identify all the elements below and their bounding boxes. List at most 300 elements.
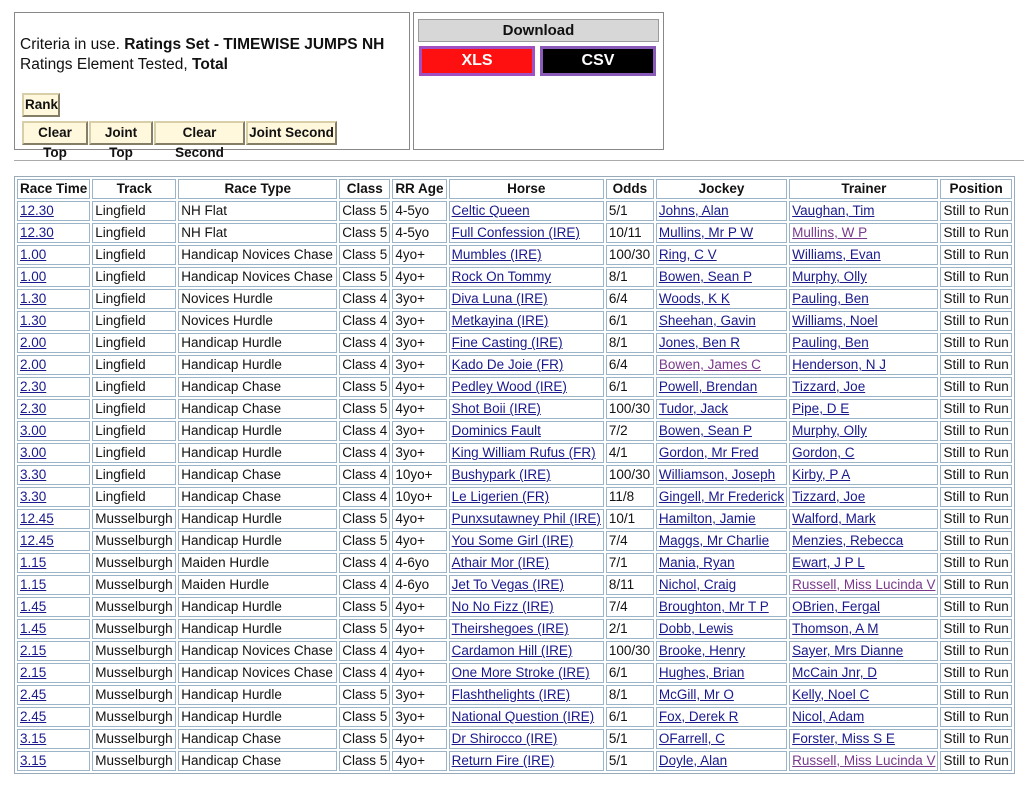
table-row [17,333,1012,353]
race-time-cell [17,509,90,529]
horse-link[interactable]: Mumbles (IRE) [451,247,542,262]
rr-age-cell: 4yo+ [392,245,446,265]
table-row [17,751,1012,771]
odds-cell: 6/1 [606,707,654,727]
race-type-cell: NH Flat [178,201,337,221]
class-cell: Class 4 [339,311,390,331]
track-cell: Musselburgh [92,707,176,727]
table-row [17,597,1012,617]
criteria-label: Criteria in use. [20,36,120,53]
jockey-cell [656,685,787,705]
clear-top-button[interactable]: Clear Top [22,121,88,145]
position-cell: Still to Run [940,267,1011,287]
trainer-link[interactable]: Mullins, W P [792,225,868,240]
trainer-cell [789,707,938,727]
race-time-cell [17,751,90,771]
race-time-link[interactable]: 2.30 [20,379,47,394]
trainer-link[interactable]: Russell, Miss Lucinda V [792,577,936,592]
horse-link[interactable]: Diva Luna (IRE) [451,291,548,306]
rr-age-cell: 4-6yo [392,575,446,595]
track-cell: Lingfield [92,355,176,375]
header-jockey: Jockey [656,179,787,199]
horse-link[interactable]: Bushypark (IRE) [451,467,551,482]
class-cell: Class 5 [339,223,390,243]
jockey-link[interactable]: Hughes, Brian [658,665,745,680]
trainer-link[interactable]: Menzies, Rebecca [792,533,904,548]
race-time-cell [17,245,90,265]
position-cell: Still to Run [940,289,1011,309]
position-cell: Still to Run [940,685,1011,705]
jockey-cell [656,663,787,683]
jockey-link[interactable]: Mullins, Mr P W [658,225,754,240]
download-xls-button[interactable]: XLS [419,46,535,76]
horse-cell [449,751,604,771]
jockey-link[interactable]: Hamilton, Jamie [658,511,756,526]
horse-link[interactable]: Jet To Vegas (IRE) [451,577,564,592]
jockey-link[interactable]: Gordon, Mr Fred [658,445,759,460]
jockey-link[interactable]: McGill, Mr O [658,687,734,702]
table-row [17,685,1012,705]
header-position: Position [940,179,1011,199]
horse-link[interactable]: Dr Shirocco (IRE) [451,731,558,746]
horse-cell [449,377,604,397]
race-time-cell [17,311,90,331]
download-title: Download [418,19,659,42]
table-row [17,465,1012,485]
jockey-cell [656,377,787,397]
jockey-link[interactable]: Doyle, Alan [658,753,728,768]
odds-cell: 100/30 [606,465,654,485]
trainer-link[interactable]: Pipe, D E [792,401,850,416]
ratings-element-value: Total [192,56,228,73]
table-header-row [17,179,1012,199]
odds-cell: 100/30 [606,641,654,661]
track-cell: Musselburgh [92,619,176,639]
track-cell: Lingfield [92,311,176,331]
trainer-link[interactable]: Walford, Mark [792,511,876,526]
race-type-cell: Handicap Chase [178,377,337,397]
race-time-cell [17,663,90,683]
table-row [17,531,1012,551]
position-cell: Still to Run [940,311,1011,331]
race-time-cell [17,201,90,221]
section-divider [14,160,1024,161]
track-cell: Musselburgh [92,751,176,771]
position-cell: Still to Run [940,377,1011,397]
race-time-cell [17,289,90,309]
position-cell: Still to Run [940,509,1011,529]
horse-cell [449,707,604,727]
horse-link[interactable]: Full Confession (IRE) [451,225,580,240]
horse-link[interactable]: Cardamon Hill (IRE) [451,643,573,658]
trainer-cell [789,641,938,661]
horse-link[interactable]: Le Ligerien (FR) [451,489,550,504]
rr-age-cell: 4yo+ [392,597,446,617]
jockey-cell [656,355,787,375]
horse-cell [449,311,604,331]
trainer-cell [789,685,938,705]
jockey-link[interactable]: Woods, K K [658,291,730,306]
horse-link[interactable]: Theirshegoes (IRE) [451,621,569,636]
results-table [14,176,1015,774]
horse-link[interactable]: National Question (IRE) [451,709,595,724]
track-cell: Musselburgh [92,597,176,617]
rr-age-cell: 3yo+ [392,333,446,353]
rr-age-cell: 4yo+ [392,399,446,419]
table-row [17,201,1012,221]
race-time-link[interactable]: 1.15 [20,577,47,592]
class-cell: Class 5 [339,399,390,419]
odds-cell: 8/1 [606,685,654,705]
horse-link[interactable]: You Some Girl (IRE) [451,533,574,548]
horse-cell [449,399,604,419]
jockey-link[interactable]: Fox, Derek R [658,709,739,724]
jockey-link[interactable]: Powell, Brendan [658,379,758,394]
track-cell: Lingfield [92,399,176,419]
race-type-cell: Maiden Hurdle [178,553,337,573]
class-cell: Class 5 [339,201,390,221]
horse-link[interactable]: Return Fire (IRE) [451,753,555,768]
trainer-link[interactable]: Pauling, Ben [792,291,869,306]
horse-link[interactable]: Kado De Joie (FR) [451,357,564,372]
table-row [17,421,1012,441]
jockey-link[interactable]: Mania, Ryan [658,555,735,570]
trainer-link[interactable]: OBrien, Fergal [792,599,880,614]
track-cell: Lingfield [92,487,176,507]
table-row [17,267,1012,287]
race-time-link[interactable]: 2.15 [20,643,47,658]
rr-age-cell: 4yo+ [392,729,446,749]
position-cell: Still to Run [940,355,1011,375]
horse-link[interactable]: Athair Mor (IRE) [451,555,550,570]
trainer-cell [789,597,938,617]
table-row [17,355,1012,375]
results-body [17,201,1012,771]
race-time-cell [17,377,90,397]
horse-link[interactable]: Flashthelights (IRE) [451,687,571,702]
position-cell: Still to Run [940,751,1011,771]
rr-age-cell: 10yo+ [392,465,446,485]
horse-cell [449,333,604,353]
header-class: Class [339,179,390,199]
jockey-link[interactable]: Broughton, Mr T P [658,599,769,614]
odds-cell: 7/4 [606,597,654,617]
trainer-link[interactable]: Tizzard, Joe [792,379,866,394]
race-time-link[interactable]: 2.15 [20,665,47,680]
race-time-link[interactable]: 2.00 [20,357,47,372]
table-row [17,663,1012,683]
table-row [17,553,1012,573]
rr-age-cell: 4yo+ [392,751,446,771]
jockey-link[interactable]: Bowen, Sean P [658,269,752,284]
horse-link[interactable]: No No Fizz (IRE) [451,599,554,614]
horse-cell [449,289,604,309]
class-cell: Class 5 [339,267,390,287]
trainer-link[interactable]: Williams, Noel [792,313,878,328]
trainer-cell [789,531,938,551]
header-track: Track [92,179,176,199]
race-time-cell [17,443,90,463]
trainer-cell [789,421,938,441]
class-cell: Class 4 [339,355,390,375]
trainer-link[interactable]: Murphy, Olly [792,269,867,284]
class-cell: Class 4 [339,465,390,485]
race-type-cell: Handicap Novices Chase [178,663,337,683]
trainer-cell [789,465,938,485]
class-cell: Class 4 [339,641,390,661]
race-time-link[interactable]: 1.45 [20,621,47,636]
rr-age-cell: 4yo+ [392,531,446,551]
trainer-link[interactable]: McCain Jnr, D [792,665,877,680]
odds-cell: 11/8 [606,487,654,507]
jockey-link[interactable]: Tudor, Jack [658,401,729,416]
track-cell: Lingfield [92,421,176,441]
position-cell: Still to Run [940,707,1011,727]
trainer-link[interactable]: Gordon, C [792,445,855,460]
jockey-cell [656,509,787,529]
trainer-cell [789,377,938,397]
odds-cell: 8/11 [606,575,654,595]
position-cell: Still to Run [940,487,1011,507]
table-row [17,377,1012,397]
jockey-cell [656,245,787,265]
trainer-link[interactable]: Murphy, Olly [792,423,867,438]
race-time-cell [17,729,90,749]
race-time-link[interactable]: 12.45 [20,533,54,548]
trainer-link[interactable]: Sayer, Mrs Dianne [792,643,904,658]
ratings-set-value: Ratings Set - TIMEWISE JUMPS NH [124,36,385,53]
class-cell: Class 4 [339,443,390,463]
race-time-link[interactable]: 2.30 [20,401,47,416]
race-type-cell: Handicap Hurdle [178,509,337,529]
trainer-link[interactable]: Forster, Miss S E [792,731,895,746]
horse-link[interactable]: Rock On Tommy [451,269,552,284]
jockey-link[interactable]: Maggs, Mr Charlie [658,533,770,548]
race-time-link[interactable]: 3.15 [20,731,47,746]
trainer-link[interactable]: Tizzard, Joe [792,489,866,504]
table-row [17,223,1012,243]
track-cell: Musselburgh [92,685,176,705]
horse-cell [449,619,604,639]
race-time-cell [17,685,90,705]
horse-link[interactable]: Dominics Fault [451,423,541,438]
track-cell: Lingfield [92,443,176,463]
jockey-link[interactable]: OFarrell, C [658,731,725,746]
class-cell: Class 5 [339,509,390,529]
horse-link[interactable]: Shot Boii (IRE) [451,401,541,416]
jockey-cell [656,707,787,727]
joint-top-button[interactable]: Joint Top [89,121,153,145]
trainer-link[interactable]: Williams, Evan [792,247,881,262]
table-row [17,245,1012,265]
table-row [17,619,1012,639]
horse-cell [449,663,604,683]
track-cell: Musselburgh [92,663,176,683]
odds-cell: 10/11 [606,223,654,243]
jockey-link[interactable]: Johns, Alan [658,203,729,218]
trainer-link[interactable]: Nicol, Adam [792,709,865,724]
jockey-link[interactable]: Bowen, James C [658,357,761,372]
horse-cell [449,531,604,551]
jockey-cell [656,641,787,661]
jockey-link[interactable]: Nichol, Craig [658,577,737,592]
rr-age-cell: 3yo+ [392,685,446,705]
jockey-link[interactable]: Brooke, Henry [658,643,746,658]
horse-link[interactable]: Metkayina (IRE) [451,313,549,328]
race-time-link[interactable]: 3.15 [20,753,47,768]
jockey-link[interactable]: Dobb, Lewis [658,621,734,636]
race-time-link[interactable]: 3.30 [20,489,47,504]
horse-link[interactable]: Celtic Queen [451,203,530,218]
rr-age-cell: 4yo+ [392,509,446,529]
jockey-cell [656,619,787,639]
rank-button[interactable]: Rank [22,93,60,117]
horse-link[interactable]: King William Rufus (FR) [451,445,596,460]
trainer-link[interactable]: Russell, Miss Lucinda V [792,753,936,768]
class-cell: Class 4 [339,575,390,595]
race-time-link[interactable]: 1.15 [20,555,47,570]
track-cell: Lingfield [92,267,176,287]
position-cell: Still to Run [940,575,1011,595]
download-csv-button[interactable]: CSV [540,46,656,76]
criteria-panel [14,12,410,160]
jockey-cell [656,399,787,419]
race-time-link[interactable]: 2.00 [20,335,47,350]
odds-cell: 6/1 [606,311,654,331]
jockey-cell [656,487,787,507]
jockey-link[interactable]: Ring, C V [658,247,717,262]
horse-link[interactable]: Punxsutawney Phil (IRE) [451,511,601,526]
race-time-link[interactable]: 1.00 [20,247,47,262]
horse-link[interactable]: Fine Casting (IRE) [451,335,563,350]
class-cell: Class 5 [339,597,390,617]
odds-cell: 100/30 [606,245,654,265]
rr-age-cell: 3yo+ [392,421,446,441]
race-type-cell: NH Flat [178,223,337,243]
jockey-link[interactable]: Gingell, Mr Frederick [658,489,785,504]
race-time-link[interactable]: 2.45 [20,709,47,724]
jockey-cell [656,751,787,771]
race-time-link[interactable]: 1.30 [20,291,47,306]
race-time-link[interactable]: 3.30 [20,467,47,482]
race-time-link[interactable]: 12.30 [20,225,54,240]
header-odds: Odds [606,179,654,199]
odds-cell: 100/30 [606,399,654,419]
race-time-link[interactable]: 3.00 [20,445,47,460]
race-type-cell: Handicap Hurdle [178,355,337,375]
horse-cell [449,355,604,375]
position-cell: Still to Run [940,663,1011,683]
trainer-link[interactable]: Ewart, J P L [792,555,865,570]
race-type-cell: Handicap Novices Chase [178,245,337,265]
odds-cell: 8/1 [606,333,654,353]
jockey-cell [656,421,787,441]
horse-link[interactable]: One More Stroke (IRE) [451,665,590,680]
jockey-link[interactable]: Sheehan, Gavin [658,313,756,328]
trainer-link[interactable]: Thomson, A M [792,621,879,636]
race-time-cell [17,531,90,551]
class-cell: Class 5 [339,729,390,749]
horse-cell [449,729,604,749]
rr-age-cell: 3yo+ [392,355,446,375]
race-time-cell [17,355,90,375]
trainer-link[interactable]: Henderson, N J [792,357,886,372]
horse-cell [449,421,604,441]
rr-age-cell: 10yo+ [392,487,446,507]
race-time-cell [17,465,90,485]
jockey-cell [656,553,787,573]
table-row [17,289,1012,309]
position-cell: Still to Run [940,641,1011,661]
track-cell: Lingfield [92,465,176,485]
jockey-link[interactable]: Bowen, Sean P [658,423,752,438]
odds-cell: 7/1 [606,553,654,573]
class-cell: Class 4 [339,553,390,573]
odds-cell: 7/4 [606,531,654,551]
race-time-cell [17,421,90,441]
race-time-cell [17,575,90,595]
rr-age-cell: 4yo+ [392,267,446,287]
race-type-cell: Handicap Novices Chase [178,641,337,661]
race-time-link[interactable]: 2.45 [20,687,47,702]
odds-cell: 6/4 [606,355,654,375]
trainer-link[interactable]: Vaughan, Tim [792,203,875,218]
race-type-cell: Handicap Novices Chase [178,267,337,287]
class-cell: Class 4 [339,421,390,441]
race-time-link[interactable]: 3.00 [20,423,47,438]
race-type-cell: Maiden Hurdle [178,575,337,595]
position-cell: Still to Run [940,553,1011,573]
horse-cell [449,509,604,529]
rr-age-cell: 3yo+ [392,289,446,309]
header-trainer: Trainer [789,179,938,199]
horse-link[interactable]: Pedley Wood (IRE) [451,379,567,394]
trainer-link[interactable]: Kirby, P A [792,467,851,482]
track-cell: Lingfield [92,201,176,221]
joint-second-button[interactable]: Joint Second [246,121,337,145]
race-time-cell [17,641,90,661]
race-time-link[interactable]: 1.45 [20,599,47,614]
rr-age-cell: 3yo+ [392,443,446,463]
race-time-link[interactable]: 1.30 [20,313,47,328]
race-time-cell [17,223,90,243]
jockey-link[interactable]: Williamson, Joseph [658,467,776,482]
jockey-cell [656,201,787,221]
race-time-link[interactable]: 1.00 [20,269,47,284]
odds-cell: 5/1 [606,751,654,771]
trainer-link[interactable]: Kelly, Noel C [792,687,870,702]
class-cell: Class 5 [339,619,390,639]
jockey-link[interactable]: Jones, Ben R [658,335,740,350]
rr-age-cell: 3yo+ [392,311,446,331]
odds-cell: 6/1 [606,377,654,397]
race-time-link[interactable]: 12.45 [20,511,54,526]
track-cell: Lingfield [92,245,176,265]
class-cell: Class 4 [339,487,390,507]
jockey-cell [656,443,787,463]
race-time-link[interactable]: 12.30 [20,203,54,218]
trainer-cell [789,619,938,639]
position-cell: Still to Run [940,465,1011,485]
jockey-cell [656,597,787,617]
clear-second-button[interactable]: Clear Second [154,121,245,145]
jockey-cell [656,575,787,595]
race-time-cell [17,707,90,727]
race-type-cell: Handicap Hurdle [178,707,337,727]
position-cell: Still to Run [940,333,1011,353]
trainer-link[interactable]: Pauling, Ben [792,335,869,350]
odds-cell: 4/1 [606,443,654,463]
